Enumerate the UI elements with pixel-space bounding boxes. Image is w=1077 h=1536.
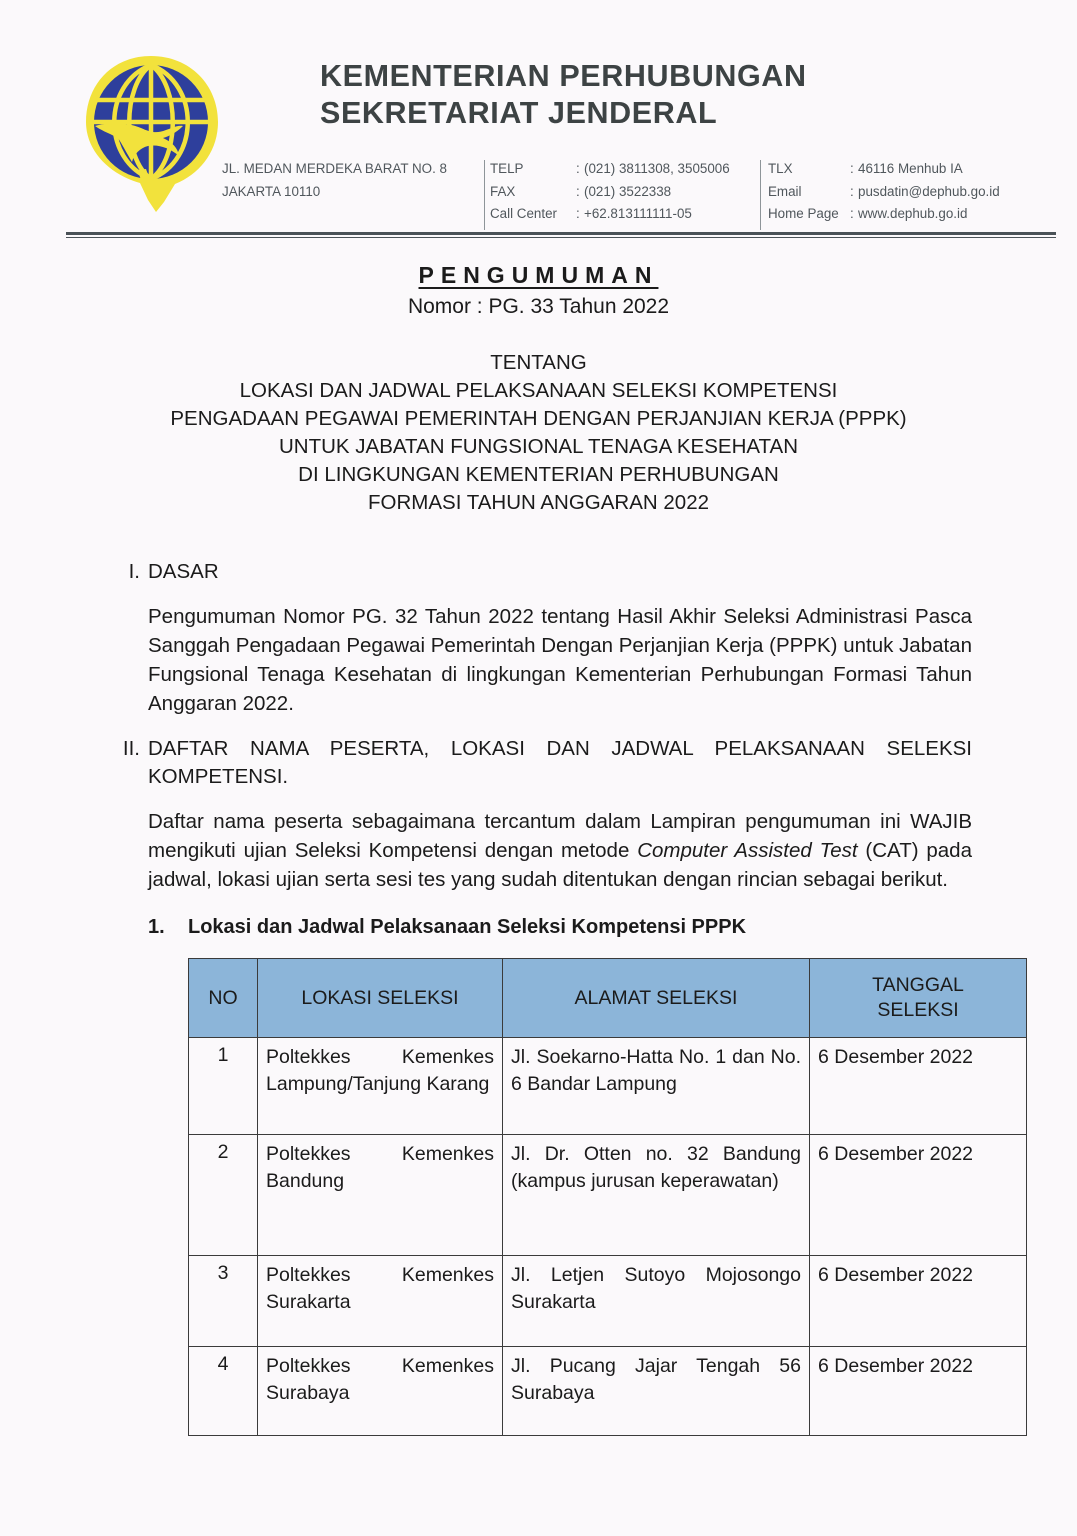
address-line-1: JL. MEDAN MERDEKA BARAT NO. 8 <box>222 161 447 176</box>
contact-label-home-page: Home Page <box>768 206 839 221</box>
contact-value-call-center: +62.813111111-05 <box>584 206 692 221</box>
schedule-table-body <box>189 1038 1027 1436</box>
column-header-tanggal-line-1: TANGGAL <box>872 974 964 996</box>
cell-tanggal: 6 Desember 2022 <box>810 1135 1027 1256</box>
section-dasar-title: DASAR <box>148 560 219 583</box>
contact-divider-2 <box>760 160 761 230</box>
column-header-lokasi: LOKASI SELEKSI <box>258 959 503 1038</box>
rule-thick <box>66 232 1056 235</box>
document-subject-block <box>0 349 1077 517</box>
phone-column <box>490 158 760 226</box>
subitem-lokasi-jadwal <box>148 916 968 939</box>
contact-row-telp <box>490 158 760 181</box>
cell-no: 4 <box>189 1347 258 1436</box>
section-daftar-title: DAFTAR NAMA PESERTA, LOKASI DAN JADWAL PELAKSANAAN SELEKSI KOMPETENSI. <box>148 737 972 788</box>
cell-tanggal: 6 Desember 2022 <box>810 1256 1027 1347</box>
contact-label-telp: TELP <box>490 161 524 176</box>
section-daftar-heading <box>112 735 972 791</box>
contact-label-call-center: Call Center <box>490 206 557 221</box>
cell-tanggal: 6 Desember 2022 <box>810 1038 1027 1135</box>
contact-value-fax: (021) 3522338 <box>584 183 672 199</box>
contact-row-fax <box>490 181 760 204</box>
schedule-table-head <box>189 959 1027 1038</box>
contact-label-email: Email <box>768 183 802 199</box>
organization-title <box>320 58 1020 132</box>
subitem-label: Lokasi dan Jadwal Pelaksanaan Seleksi Kompetensi PPPK <box>188 916 747 938</box>
cell-lokasi: Poltekkes Kemenkes Surakarta <box>258 1256 503 1347</box>
contact-sep-call-center: : <box>576 206 580 221</box>
document-number: Nomor : PG. 33 Tahun 2022 <box>407 295 670 318</box>
cell-no: 2 <box>189 1135 258 1256</box>
address-column <box>222 158 478 203</box>
table-row <box>189 1135 1027 1256</box>
subject-line-2: PENGADAAN PEGAWAI PEMERINTAH DENGAN PERJANJIAN KERJA (PPPK) <box>170 407 907 430</box>
org-title-line-2: SEKRETARIAT JENDERAL <box>320 96 718 130</box>
subject-heading: TENTANG <box>490 351 587 374</box>
section-dasar-heading <box>112 558 972 586</box>
cell-alamat: Jl. Soekarno-Hatta No. 1 dan No. 6 Bandar Lampung <box>503 1038 810 1135</box>
contact-row-tlx <box>768 158 1058 181</box>
cell-no: 1 <box>189 1038 258 1135</box>
cell-alamat: Jl. Dr. Otten no. 32 Bandung (kampus jurusan keperawatan) <box>503 1135 810 1256</box>
cell-lokasi: Poltekkes Kemenkes Bandung <box>258 1135 503 1256</box>
contact-divider-1 <box>484 160 485 230</box>
schedule-table <box>188 958 1027 1436</box>
table-row <box>189 1347 1027 1436</box>
contact-value-tlx: 46116 Menhub IA <box>858 161 963 176</box>
cell-lokasi: Poltekkes Kemenkes Surabaya <box>258 1347 503 1436</box>
section-daftar-body-part-2: (CAT) pada jadwal, lokasi ujian serta sesi tes yang sudah ditentukan dengan rincian sebagai berikut. <box>148 839 972 891</box>
document-title-block <box>0 262 1077 517</box>
contact-label-tlx: TLX <box>768 161 793 176</box>
section-daftar-numeral: II. <box>122 737 140 760</box>
cell-alamat: Jl. Letjen Sutoyo Mojosongo Surakarta <box>503 1256 810 1347</box>
contact-information-block <box>222 158 1062 230</box>
column-header-tanggal-line-2: SELEKSI <box>877 999 959 1021</box>
column-header-alamat: ALAMAT SELEKSI <box>503 959 810 1038</box>
section-daftar <box>112 735 972 894</box>
contact-row-home-page <box>768 203 1058 226</box>
org-title-line-1: KEMENTERIAN PERHUBUNGAN <box>320 59 807 93</box>
section-daftar-body-italic: Computer Assisted Test <box>637 839 858 862</box>
table-row <box>189 1256 1027 1347</box>
contact-value-home-page: www.dephub.go.id <box>858 206 968 221</box>
table-row <box>189 1038 1027 1135</box>
contact-sep-home-page: : <box>850 206 854 221</box>
subject-line-4: DI LINGKUNGAN KEMENTERIAN PERHUBUNGAN <box>298 463 779 486</box>
subitem-number: 1. <box>148 916 165 938</box>
contact-sep-email: : <box>850 183 854 199</box>
column-header-tanggal <box>810 959 1027 1038</box>
contact-value-telp: (021) 3811308, 3505006 <box>584 161 730 176</box>
section-daftar-body-part-1: Daftar nama peserta sebagaimana tercantum dalam Lampiran pengumuman ini WAJIB mengikuti ujian Seleksi Kompetensi dengan metode <box>148 810 972 862</box>
contact-label-fax: FAX <box>490 183 516 199</box>
contact-row-email <box>768 181 1058 204</box>
table-header-row <box>189 959 1027 1038</box>
subject-line-1: LOKASI DAN JADWAL PELAKSANAAN SELEKSI KOMPETENSI <box>239 379 838 402</box>
cell-alamat: Jl. Pucang Jajar Tengah 56 Surabaya <box>503 1347 810 1436</box>
section-daftar-body <box>148 807 972 894</box>
document-kind-heading: PENGUMUMAN <box>418 262 659 288</box>
cell-no: 3 <box>189 1256 258 1347</box>
letterhead <box>0 0 1077 248</box>
column-header-no: NO <box>189 959 258 1038</box>
contact-sep-telp: : <box>576 161 580 176</box>
web-column <box>768 158 1058 226</box>
rule-thin <box>66 237 1056 238</box>
ministry-of-transportation-globe-icon <box>78 52 224 212</box>
contact-row-call-center <box>490 203 760 226</box>
letterhead-divider-rule <box>66 232 1056 238</box>
subject-line-5: FORMASI TAHUN ANGGARAN 2022 <box>368 491 709 514</box>
cell-lokasi: Poltekkes Kemenkes Lampung/Tanjung Karang <box>258 1038 503 1135</box>
cell-tanggal: 6 Desember 2022 <box>810 1347 1027 1436</box>
schedule-table-container <box>188 958 974 1436</box>
subject-line-3: UNTUK JABATAN FUNGSIONAL TENAGA KESEHATAN <box>278 435 799 458</box>
contact-sep-fax: : <box>576 183 580 199</box>
address-line-2: JAKARTA 10110 <box>222 183 321 199</box>
contact-sep-tlx: : <box>850 161 854 176</box>
section-dasar-numeral: I. <box>128 560 140 583</box>
section-dasar-body: Pengumuman Nomor PG. 32 Tahun 2022 tentang Hasil Akhir Seleksi Administrasi Pasca Sanggah Pengadaan Pegawai Pemerintah Dengan Perjanjian Kerja (PPPK) untuk Jabatan Fungsional Tenaga Kesehatan di lingkungan Kementerian Perhubungan Formasi Tahun Anggaran 2022. <box>148 605 972 715</box>
section-dasar <box>112 558 972 718</box>
contact-value-email: pusdatin@dephub.go.id <box>858 183 1000 199</box>
